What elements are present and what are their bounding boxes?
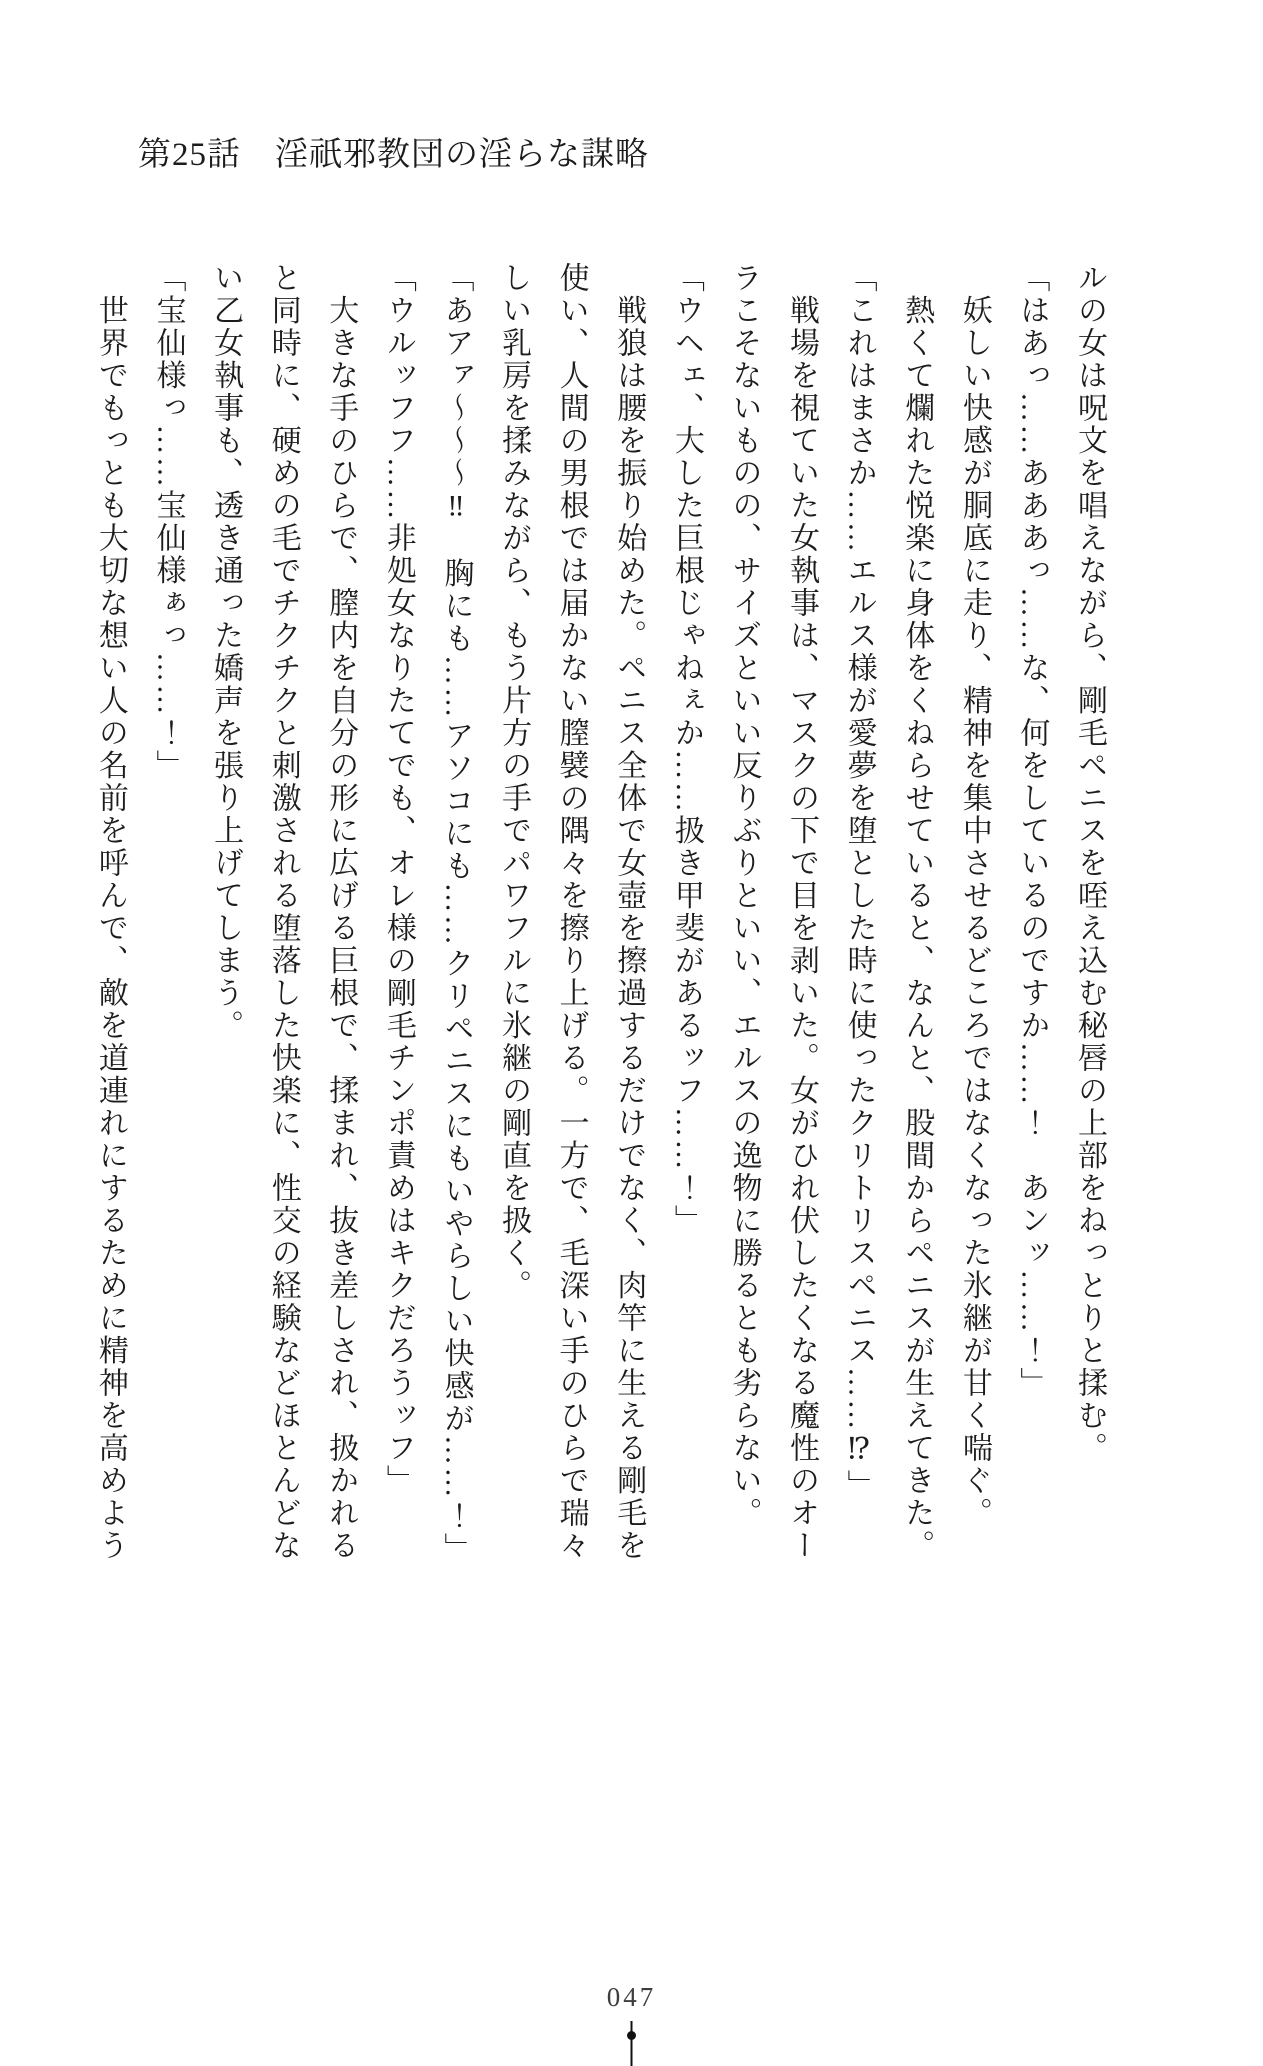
text-line: 「はあっ……あああっ……な、何をしているのですか……！ あンッ……！」 <box>1015 262 1049 1400</box>
page-number: 047 <box>606 1982 657 2012</box>
text-line: 「ウヘェ、大した巨根じゃねぇか……扱き甲斐があるッフ……！」 <box>669 262 703 1237</box>
text-line: ラこそないものの、サイズといい反りぶりといい、エルスの逸物に勝るとも劣らない。 <box>727 262 761 1530</box>
chapter-header: 第25話 淫祇邪教団の淫らな謀略 <box>138 137 649 173</box>
text-line: 戦場を視ていた女執事は、マスクの下で目を剥いた。女がひれ伏したくなる魔性のオー <box>785 262 819 1562</box>
text-line: 熱くて爛れた悦楽に身体をくねらせていると、なんと、股間からペニスが生えてきた。 <box>900 262 934 1562</box>
text-line: しい乳房を揉みながら、もう片方の手でパワフルに氷継の剛直を扱く。 <box>497 262 531 1302</box>
text-line: 使い、人間の男根では届かない膣襞の隅々を擦り上げる。一方で、毛深い手のひらで瑞々 <box>554 262 588 1562</box>
text-line: 世界でもっとも大切な想い人の名前を呼んで、敵を道連れにするために精神を高めよう <box>93 262 127 1562</box>
footer-ornament <box>627 2021 636 2066</box>
text-line: 妖しい快感が胴底に走り、精神を集中させるどころではなくなった氷継が甘く喘ぐ。 <box>957 262 991 1530</box>
text-line: 「宝仙様っ……宝仙様ぁっ……！」 <box>151 262 185 782</box>
text-line: い乙女執事も、透き通った嬌声を張り上げてしまう。 <box>209 262 243 1042</box>
text-line: 大きな手のひらで、膣内を自分の形に広げる巨根で、揉まれ、抜き差しされ、扱かれる <box>324 262 358 1562</box>
text-line: と同時に、硬めの毛でチクチクと刺激される堕落した快楽に、性交の経験などほとんどな <box>266 262 300 1562</box>
body-text-block <box>81 262 1118 1614</box>
text-line: 「これはまさか……エルス様が愛夢を堕とした時に使ったクリトリスペニス……⁉」 <box>842 262 876 1502</box>
text-line: 戦狼は腰を振り始めた。ペニス全体で女壺を擦過するだけでなく、肉竿に生える剛毛を <box>612 262 646 1562</box>
ornament-dot-icon <box>627 2031 636 2040</box>
text-line: 「あアァ〜〜〜‼ 胸にも……アソコにも……クリペニスにもいやらしい快感が……！」 <box>439 262 473 1565</box>
text-line: ルの女は呪文を唱えながら、剛毛ペニスを咥え込む秘唇の上部をねっとりと揉む。 <box>1073 262 1106 1465</box>
page-footer <box>0 1982 1263 2013</box>
text-line: 「ウルッフフ……非処女なりたてでも、オレ様の剛毛チンポ責めはキクだろうッフ」 <box>381 262 415 1497</box>
ornament-line <box>631 2021 633 2066</box>
